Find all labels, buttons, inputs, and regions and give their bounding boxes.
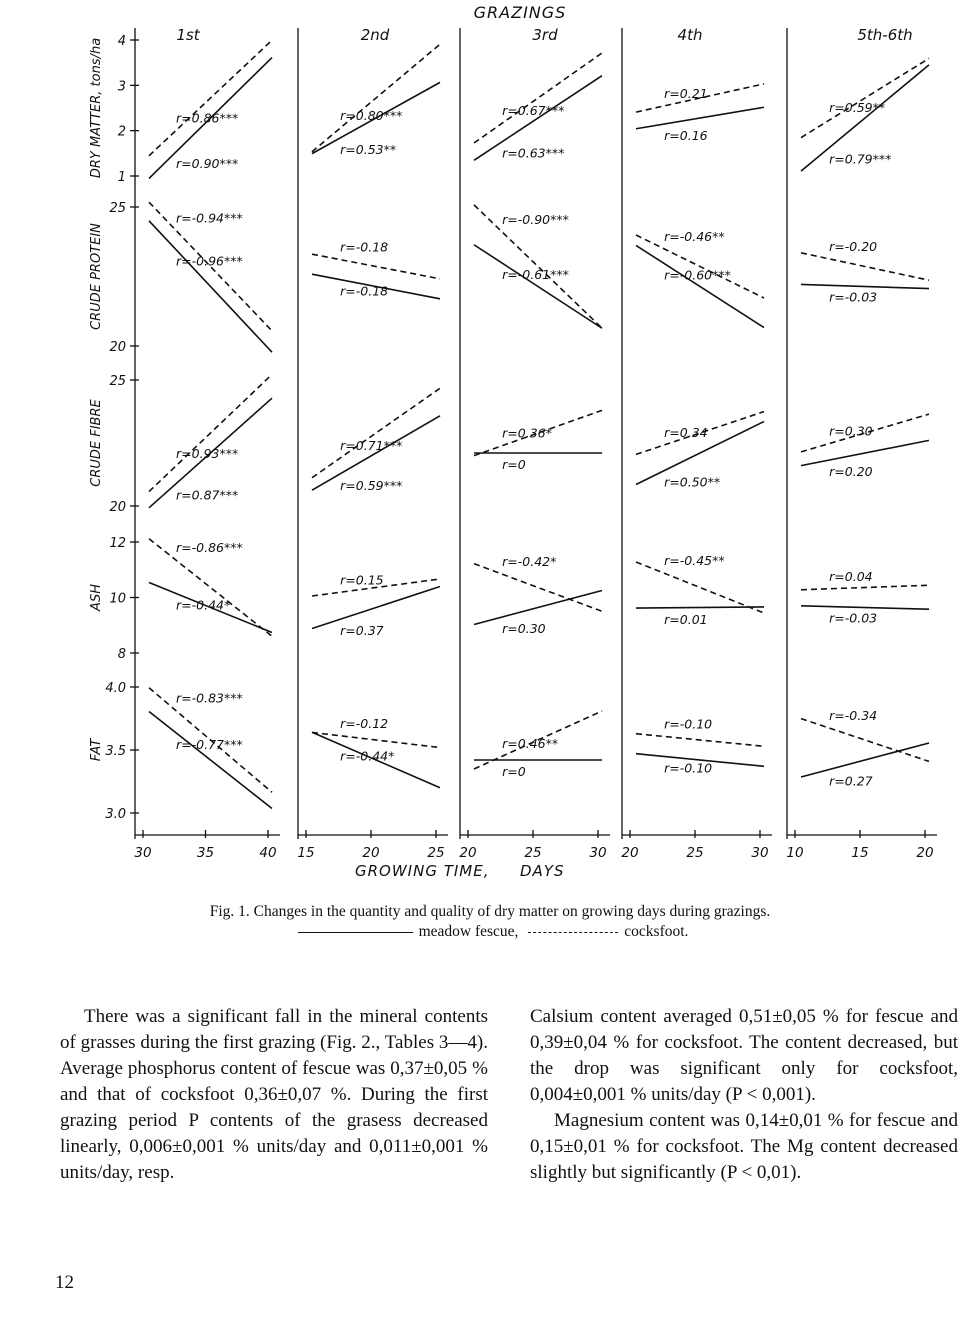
cocksfoot-regression-line xyxy=(801,719,929,762)
cocksfoot-r-label: r=-0.42* xyxy=(502,554,557,570)
fescue-r-label: r=0.87*** xyxy=(176,487,239,503)
x-tick-label: 30 xyxy=(589,845,607,861)
x-axis-title: GROWING TIME, xyxy=(355,862,490,880)
x-tick-label: 25 xyxy=(427,845,445,861)
fescue-r-label: r=-0.03 xyxy=(829,289,878,305)
fescue-regression-line xyxy=(474,245,602,329)
cocksfoot-r-label: r=-0.45** xyxy=(664,553,725,569)
y-tick-label: 4 xyxy=(117,34,126,49)
fescue-r-label: r=0.59*** xyxy=(340,477,403,493)
x-tick-label: 10 xyxy=(786,845,804,861)
x-tick-label: 20 xyxy=(459,845,477,861)
row-ylabel: FAT xyxy=(89,738,104,762)
fescue-r-label: r=0.90*** xyxy=(176,155,239,171)
cocksfoot-r-label: r=-0.90*** xyxy=(502,211,569,227)
fescue-r-label: r=-0.03 xyxy=(829,610,878,626)
cocksfoot-r-label: r=0.71*** xyxy=(340,438,403,454)
y-tick-label: 25 xyxy=(109,374,126,389)
right-column xyxy=(530,1004,958,1186)
fescue-r-label: r=0.27 xyxy=(829,773,873,789)
fescue-r-label: r=0.30 xyxy=(502,621,546,637)
fescue-regression-line xyxy=(636,107,764,129)
fescue-r-label: r=0.01 xyxy=(664,611,708,627)
y-tick-label: 3.5 xyxy=(105,744,126,759)
fescue-regression-line xyxy=(636,607,764,608)
y-tick-label: 3.0 xyxy=(105,807,126,822)
y-tick-label: 20 xyxy=(109,500,126,515)
figure-caption xyxy=(60,902,920,921)
cocksfoot-r-label: r=0.67*** xyxy=(502,103,565,119)
x-tick-label: 30 xyxy=(134,845,152,861)
cocksfoot-regression-line xyxy=(801,585,929,590)
cocksfoot-regression-line xyxy=(474,53,602,143)
y-tick-label: 8 xyxy=(117,647,126,662)
cocksfoot-regression-line xyxy=(474,564,602,612)
cocksfoot-regression-line xyxy=(636,734,764,747)
cocksfoot-regression-line xyxy=(801,58,929,137)
legend-dashed-label: cocksfoot. xyxy=(624,923,689,940)
fescue-r-label: r=0.63*** xyxy=(502,145,565,161)
x-tick-label: 35 xyxy=(196,845,215,861)
figure-header: GRAZINGS xyxy=(473,3,567,22)
cocksfoot-r-label: r=-0.12 xyxy=(340,715,389,731)
row-ylabel: ASH xyxy=(89,584,104,611)
cocksfoot-r-label: r=0.59** xyxy=(829,100,886,116)
x-tick-label: 20 xyxy=(621,845,639,861)
fescue-r-label: r=-0.96*** xyxy=(176,253,243,269)
y-tick-label: 1 xyxy=(117,170,126,185)
fescue-regression-line xyxy=(474,590,602,624)
legend-dashed-line xyxy=(528,932,618,933)
cocksfoot-r-label: r=0.15 xyxy=(340,572,384,588)
grazing-header: 5th-6th xyxy=(857,26,913,44)
page-number: 12 xyxy=(55,1272,74,1293)
cocksfoot-regression-line xyxy=(312,388,440,477)
fescue-regression-line xyxy=(149,711,272,808)
cocksfoot-r-label: r=0.04 xyxy=(829,568,873,584)
y-tick-label: 10 xyxy=(109,591,126,607)
grazing-header: 2nd xyxy=(360,26,390,44)
fescue-r-label: r=-0.77*** xyxy=(176,736,243,752)
cocksfoot-r-label: r=0.46** xyxy=(502,736,559,752)
cocksfoot-r-label: r=-0.10 xyxy=(664,716,713,732)
fescue-regression-line xyxy=(801,743,929,777)
row-ylabel: CRUDE FIBRE xyxy=(89,399,104,487)
row-ylabel: DRY MATTER, tons/ha xyxy=(89,37,104,179)
y-tick-label: 25 xyxy=(109,201,126,216)
caption-text: Changes in the quantity and quality of dry matter on growing days during grazings. xyxy=(253,903,771,920)
cocksfoot-r-label: r=0.80*** xyxy=(340,108,403,124)
fescue-r-label: r=-0.10 xyxy=(664,760,713,776)
cocksfoot-r-label: r=-0.20 xyxy=(829,238,878,254)
x-tick-label: 20 xyxy=(362,845,380,861)
cocksfoot-regression-line xyxy=(636,562,764,613)
cocksfoot-regression-line xyxy=(312,44,440,152)
fescue-r-label: r=0.50** xyxy=(664,474,721,490)
cocksfoot-r-label: r=0.36* xyxy=(502,425,552,441)
fescue-r-label: r=-0.60*** xyxy=(664,267,731,283)
fescue-regression-line xyxy=(801,606,929,609)
x-tick-label: 15 xyxy=(297,845,315,861)
fescue-regression-line xyxy=(636,245,764,327)
x-tick-label: 30 xyxy=(751,845,769,861)
fescue-r-label: r=-0.18 xyxy=(340,283,389,299)
cocksfoot-r-label: r=-0.18 xyxy=(340,239,389,255)
cocksfoot-regression-line xyxy=(149,40,272,156)
legend-solid-line xyxy=(298,932,413,933)
fescue-regression-line xyxy=(149,221,272,352)
cocksfoot-r-label: r=0.34 xyxy=(664,424,708,440)
y-tick-label: 3 xyxy=(117,79,126,95)
y-tick-label: 2 xyxy=(117,124,126,140)
cocksfoot-regression-line xyxy=(312,254,440,279)
grazing-header: 4th xyxy=(677,26,703,44)
fescue-r-label: r=0.53** xyxy=(340,141,397,157)
x-tick-label: 40 xyxy=(259,845,277,861)
fescue-r-label: r=-0.61*** xyxy=(502,267,569,283)
fescue-regression-line xyxy=(312,587,440,629)
figure-legend xyxy=(60,922,920,941)
cocksfoot-r-label: r=0.30 xyxy=(829,423,873,439)
fescue-r-label: r=-0.44* xyxy=(176,597,231,613)
x-tick-label: 20 xyxy=(916,845,934,861)
cocksfoot-r-label: r=-0.94*** xyxy=(176,210,243,226)
cocksfoot-r-label: r=0.86*** xyxy=(176,110,239,126)
grazing-header: 3rd xyxy=(532,26,558,44)
cocksfoot-r-label: r=-0.86*** xyxy=(176,540,243,556)
x-tick-label: 25 xyxy=(686,845,704,861)
left-column xyxy=(60,1004,488,1186)
right-paragraph-2: Magnesium content was 0,14±0,01 % for fescue and 0,15±0,01 % for cocksfoot. The Mg content decreased slightly but significantly (P < 0,01). xyxy=(530,1110,958,1183)
right-paragraph-1: Calsium content averaged 0,51±0,05 % for fescue and 0,39±0,04 % for cocksfoot. The content decreased, but the drop was significant only for cocksfoot, 0,004±0,001 % units/day (P < 0,001). xyxy=(530,1006,958,1105)
cocksfoot-r-label: r=-0.34 xyxy=(829,708,878,724)
cocksfoot-r-label: r=0.21 xyxy=(664,85,708,101)
y-tick-label: 12 xyxy=(109,536,126,551)
y-tick-label: 4.0 xyxy=(105,681,126,696)
cocksfoot-regression-line xyxy=(149,374,272,491)
fescue-regression-line xyxy=(801,284,929,288)
legend-solid-label: meadow fescue, xyxy=(418,923,519,940)
x-axis-unit: DAYS xyxy=(520,862,565,880)
fescue-r-label: r=0.79*** xyxy=(829,151,892,167)
left-paragraph: There was a significant fall in the mineral contents of grasses during the first grazing (Fig. 2., Tables 3—4). Average phosphorus content of fescue was 0,37±0,05 % and that of cocksfoot 0,36±0,07 %. During the first grazing period P contents of the grasess decreased linearly, 0,006±0,001 % units/day and 0,011±0,001 % units/day, resp. xyxy=(60,1006,488,1183)
row-ylabel: CRUDE PROTEIN xyxy=(89,223,104,330)
fescue-r-label: r=0.20 xyxy=(829,464,873,480)
fescue-r-label: r=0 xyxy=(502,764,526,779)
fescue-r-label: r=0.16 xyxy=(664,128,708,144)
fescue-r-label: r=-0.44* xyxy=(340,748,395,764)
y-tick-label: 20 xyxy=(109,340,126,355)
fescue-r-label: r=0 xyxy=(502,457,526,472)
cocksfoot-regression-line xyxy=(801,253,929,280)
caption-label: Fig. 1. xyxy=(209,903,250,920)
grazing-header: 1st xyxy=(176,26,200,44)
fescue-regression-line xyxy=(801,440,929,465)
fescue-r-label: r=0.37 xyxy=(340,623,384,639)
x-tick-label: 15 xyxy=(851,845,869,861)
cocksfoot-r-label: r=0.93*** xyxy=(176,445,239,461)
cocksfoot-r-label: r=-0.83*** xyxy=(176,690,243,706)
x-tick-label: 25 xyxy=(524,845,542,861)
cocksfoot-r-label: r=-0.46** xyxy=(664,228,725,244)
